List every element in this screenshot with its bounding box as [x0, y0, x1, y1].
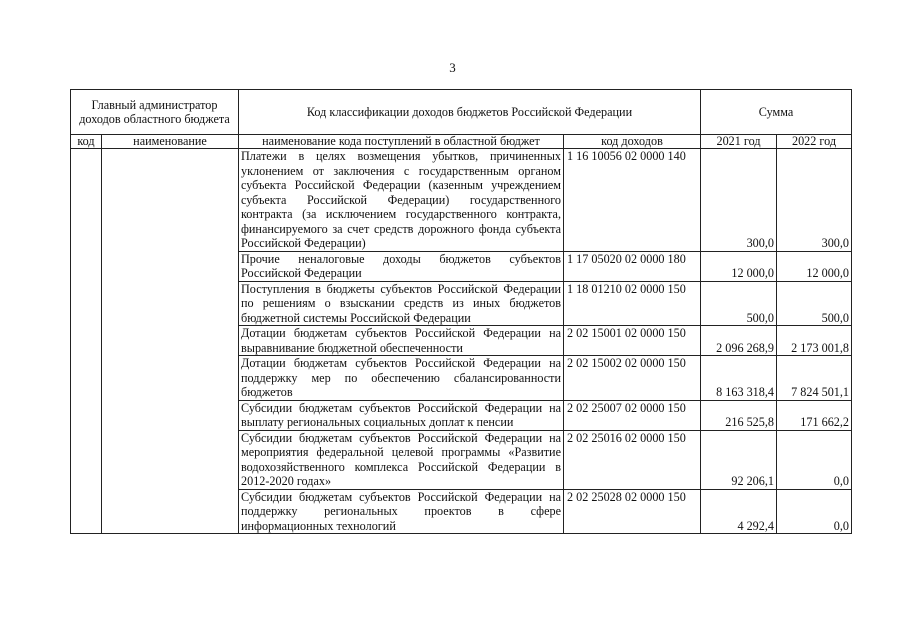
table-header-row [71, 90, 852, 135]
row-description: Прочие неналоговые доходы бюджетов субъектов Российской Федерации [239, 251, 564, 281]
row-description: Платежи в целях возмещения убытков, причиненных уклонением от заключения с государственным органом субъекта Российской Федерации (казенным учреждением субъекта Российской Федерации) государственного контракта (за исключением государственного контракта, финансируемого за счет средств дорожного фонда субъекта Российской Федерации) [239, 149, 564, 252]
subheader-income-name: наименование кода поступлений в областной бюджет [239, 135, 564, 149]
row-value-2021: 2 096 268,9 [701, 326, 777, 356]
row-value-2022: 171 662,2 [777, 400, 852, 430]
row-value-2021: 216 525,8 [701, 400, 777, 430]
row-value-2022: 2 173 001,8 [777, 326, 852, 356]
header-code-classification: Код классификации доходов бюджетов Российской Федерации [239, 90, 701, 135]
row-description: Поступления в бюджеты субъектов Российской Федерации по решениям о взыскании средств из иных бюджетов бюджетной системы Российской Федерации [239, 281, 564, 326]
row-description: Субсидии бюджетам субъектов Российской Федерации на выплату региональных социальных доплат к пенсии [239, 400, 564, 430]
row-value-2021: 8 163 318,4 [701, 356, 777, 401]
row-income-code: 1 16 10056 02 0000 140 [564, 149, 701, 252]
income-table [70, 89, 852, 534]
header-admin: Главный администратор доходов областного бюджета [71, 90, 239, 135]
row-income-code: 2 02 25028 02 0000 150 [564, 489, 701, 534]
subheader-year-2022: 2022 год [777, 135, 852, 149]
row-value-2021: 92 206,1 [701, 430, 777, 489]
row-income-code: 2 02 25007 02 0000 150 [564, 400, 701, 430]
row-value-2022: 7 824 501,1 [777, 356, 852, 401]
admin-code-cell [71, 149, 102, 534]
row-income-code: 2 02 15001 02 0000 150 [564, 326, 701, 356]
row-description: Субсидии бюджетам субъектов Российской Федерации на поддержку региональных проектов в сфере информационных технологий [239, 489, 564, 534]
row-value-2021: 300,0 [701, 149, 777, 252]
table-subheader-row [71, 135, 852, 149]
page-number: 3 [449, 60, 456, 75]
row-value-2022: 0,0 [777, 430, 852, 489]
row-description: Субсидии бюджетам субъектов Российской Федерации на мероприятия федеральной целевой программы «Развитие водохозяйственного комплекса Российской Федерации в 2012-2020 годах» [239, 430, 564, 489]
row-income-code: 2 02 15002 02 0000 150 [564, 356, 701, 401]
row-value-2021: 4 292,4 [701, 489, 777, 534]
subheader-code: код [71, 135, 102, 149]
table-row [71, 149, 852, 252]
row-income-code: 2 02 25016 02 0000 150 [564, 430, 701, 489]
row-value-2021: 500,0 [701, 281, 777, 326]
row-value-2022: 500,0 [777, 281, 852, 326]
subheader-income-code: код доходов [564, 135, 701, 149]
row-income-code: 1 17 05020 02 0000 180 [564, 251, 701, 281]
row-value-2022: 0,0 [777, 489, 852, 534]
header-sum: Сумма [701, 90, 852, 135]
row-value-2022: 300,0 [777, 149, 852, 252]
row-value-2022: 12 000,0 [777, 251, 852, 281]
row-description: Дотации бюджетам субъектов Российской Федерации на поддержку мер по обеспечению сбалансированности бюджетов [239, 356, 564, 401]
subheader-year-2021: 2021 год [701, 135, 777, 149]
admin-name-cell [102, 149, 239, 534]
subheader-name: наименование [102, 135, 239, 149]
row-description: Дотации бюджетам субъектов Российской Федерации на выравнивание бюджетной обеспеченности [239, 326, 564, 356]
row-value-2021: 12 000,0 [701, 251, 777, 281]
row-income-code: 1 18 01210 02 0000 150 [564, 281, 701, 326]
